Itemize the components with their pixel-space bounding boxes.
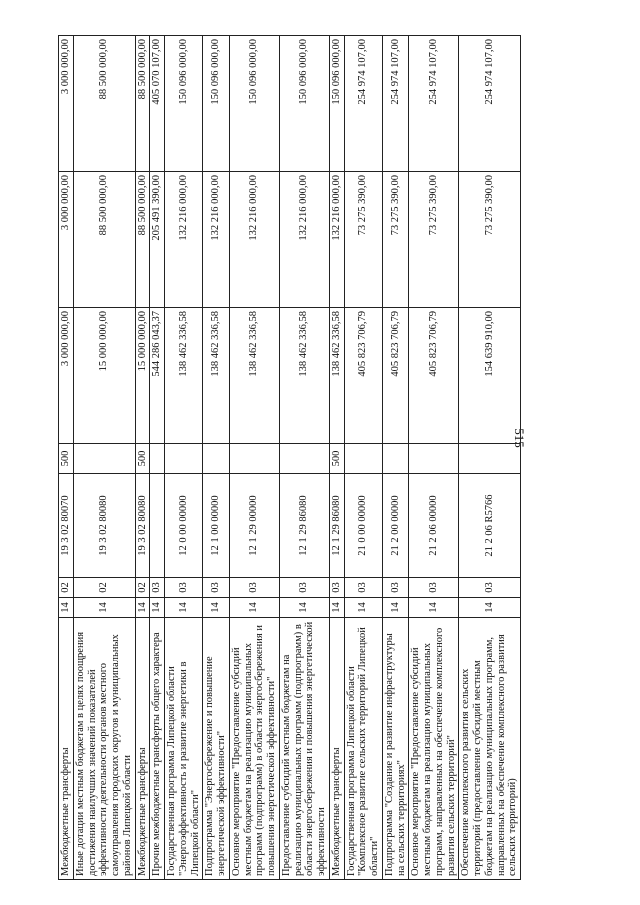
amount-year2-cell: 88 500 000,00 (73, 172, 135, 308)
name-cell: Прочие межбюджетные трансферты общего характера (150, 618, 165, 880)
gr-cell: 14 (150, 598, 165, 618)
cs-cell: 19 3 02 80070 (59, 474, 74, 578)
vr-cell (165, 444, 203, 474)
vr-cell: 500 (135, 444, 150, 474)
budget-table-body (59, 36, 521, 880)
pr-cell: 02 (59, 578, 74, 598)
cs-cell: 12 1 29 00000 (229, 474, 279, 578)
table-row (409, 36, 459, 880)
pr-cell: 02 (135, 578, 150, 598)
vr-cell (279, 444, 329, 474)
pr-cell: 03 (409, 578, 459, 598)
name-cell: Межбюджетные трансферты (59, 618, 74, 880)
vr-cell (229, 444, 279, 474)
table-row (135, 36, 150, 880)
amount-year1-cell: 138 462 336,58 (229, 308, 279, 444)
amount-year3-cell: 150 096 000,00 (203, 36, 230, 172)
name-cell: Основное мероприятие "Предоставление субсидий местным бюджетам на реализацию муниципальных программ (подпрограмм) в области энергосбережения и повышения энергетической эффективности" (229, 618, 279, 880)
amount-year3-cell: 254 974 107,00 (382, 36, 409, 172)
gr-cell: 14 (229, 598, 279, 618)
amount-year2-cell: 132 216 000,00 (279, 172, 329, 308)
amount-year2-cell: 205 491 390,00 (150, 172, 165, 308)
table-row (150, 36, 165, 880)
pr-cell: 03 (229, 578, 279, 598)
amount-year2-cell: 132 216 000,00 (165, 172, 203, 308)
cs-cell: 12 1 00 00000 (203, 474, 230, 578)
amount-year2-cell: 3 000 000,00 (59, 172, 74, 308)
amount-year2-cell: 73 275 390,00 (459, 172, 521, 308)
cs-cell: 21 2 06 00000 (409, 474, 459, 578)
gr-cell: 14 (279, 598, 329, 618)
cs-cell: 12 0 00 00000 (165, 474, 203, 578)
vr-cell (150, 444, 165, 474)
cs-cell: 19 3 02 80080 (135, 474, 150, 578)
cs-cell: 19 3 02 80080 (73, 474, 135, 578)
gr-cell: 14 (165, 598, 203, 618)
name-cell: Государственная программа Липецкой области "Комплексное развитие сельских территорий Липецкой области" (344, 618, 382, 880)
pr-cell: 03 (344, 578, 382, 598)
table-row (329, 36, 344, 880)
vr-cell (409, 444, 459, 474)
amount-year1-cell: 138 462 336,58 (329, 308, 344, 444)
amount-year3-cell: 88 500 000,00 (73, 36, 135, 172)
amount-year3-cell: 150 096 000,00 (279, 36, 329, 172)
name-cell: Основное мероприятие "Предоставление субсидий местным бюджетам на реализацию муниципальных программ, направленных на обеспечение комплексного развития сельских территорий" (409, 618, 459, 880)
amount-year1-cell: 405 823 706,79 (409, 308, 459, 444)
amount-year2-cell: 73 275 390,00 (382, 172, 409, 308)
vr-cell: 500 (59, 444, 74, 474)
vr-cell (344, 444, 382, 474)
gr-cell: 14 (203, 598, 230, 618)
amount-year3-cell: 88 500 000,00 (135, 36, 150, 172)
table-row (279, 36, 329, 880)
pr-cell: 03 (382, 578, 409, 598)
name-cell: Обеспечение комплексного развития сельских территорий (предоставление субсидий местным бюджетам на реализацию муниципальных программ, направленных на обеспечение комплексного развития сельских территорий) (459, 618, 521, 880)
table-row (73, 36, 135, 880)
pr-cell: 03 (165, 578, 203, 598)
amount-year1-cell: 15 000 000,00 (73, 308, 135, 444)
amount-year1-cell: 405 823 706,79 (344, 308, 382, 444)
cs-cell: 21 2 00 00000 (382, 474, 409, 578)
amount-year3-cell: 150 096 000,00 (165, 36, 203, 172)
pr-cell: 03 (329, 578, 344, 598)
gr-cell: 14 (329, 598, 344, 618)
amount-year2-cell: 132 216 000,00 (229, 172, 279, 308)
pr-cell: 03 (459, 578, 521, 598)
gr-cell: 14 (135, 598, 150, 618)
amount-year2-cell: 88 500 000,00 (135, 172, 150, 308)
table-row (59, 36, 74, 880)
gr-cell: 14 (59, 598, 74, 618)
table-row (459, 36, 521, 880)
name-cell: Иные дотации местным бюджетам в целях поощрения достижения наилучших значений показателей эффективности деятельности органов местного самоуправления городских округов и муниципальных районов Липецкой области (73, 618, 135, 880)
name-cell: Подпрограмма "Энергосбережение и повышение энергетической эффективности" (203, 618, 230, 880)
vr-cell (459, 444, 521, 474)
amount-year1-cell: 138 462 336,58 (165, 308, 203, 444)
table-row (165, 36, 203, 880)
amount-year2-cell: 73 275 390,00 (409, 172, 459, 308)
page-number: 515 (512, 428, 527, 448)
cs-cell: 12 1 29 86080 (279, 474, 329, 578)
vr-cell (73, 444, 135, 474)
name-cell: Межбюджетные трансферты (135, 618, 150, 880)
gr-cell: 14 (382, 598, 409, 618)
rotated-table-container (58, 35, 520, 880)
cs-cell: 21 0 00 00000 (344, 474, 382, 578)
amount-year3-cell: 254 974 107,00 (344, 36, 382, 172)
amount-year1-cell: 3 000 000,00 (59, 308, 74, 444)
pr-cell: 03 (279, 578, 329, 598)
amount-year1-cell: 15 000 000,00 (135, 308, 150, 444)
cs-cell: 21 2 06 R5766 (459, 474, 521, 578)
name-cell: Государственная программа Липецкой области "Энергоэффективность и развитие энергетики в Липецкой области" (165, 618, 203, 880)
amount-year3-cell: 3 000 000,00 (59, 36, 74, 172)
gr-cell: 14 (344, 598, 382, 618)
amount-year3-cell: 150 096 000,00 (229, 36, 279, 172)
amount-year1-cell: 154 639 910,00 (459, 308, 521, 444)
amount-year3-cell: 254 974 107,00 (409, 36, 459, 172)
vr-cell: 500 (329, 444, 344, 474)
gr-cell: 14 (409, 598, 459, 618)
cs-cell (150, 474, 165, 578)
pr-cell: 02 (73, 578, 135, 598)
table-row (229, 36, 279, 880)
amount-year1-cell: 405 823 706,79 (382, 308, 409, 444)
gr-cell: 14 (73, 598, 135, 618)
budget-table (58, 35, 521, 880)
pr-cell: 03 (203, 578, 230, 598)
amount-year3-cell: 254 974 107,00 (459, 36, 521, 172)
amount-year3-cell: 150 096 000,00 (329, 36, 344, 172)
name-cell: Подпрограмма "Создание и развитие инфраструктуры на сельских территориях" (382, 618, 409, 880)
table-row (382, 36, 409, 880)
pr-cell: 03 (150, 578, 165, 598)
vr-cell (203, 444, 230, 474)
cs-cell: 12 1 29 86080 (329, 474, 344, 578)
table-row (344, 36, 382, 880)
vr-cell (382, 444, 409, 474)
gr-cell: 14 (459, 598, 521, 618)
amount-year2-cell: 73 275 390,00 (344, 172, 382, 308)
name-cell: Предоставление субсидий местным бюджетам на реализацию муниципальных программ (подпрограмм) в области энергосбережения и повышения энергетической эффективности (279, 618, 329, 880)
amount-year1-cell: 138 462 336,58 (279, 308, 329, 444)
amount-year1-cell: 544 286 043,37 (150, 308, 165, 444)
amount-year2-cell: 132 216 000,00 (329, 172, 344, 308)
amount-year3-cell: 405 070 107,00 (150, 36, 165, 172)
amount-year2-cell: 132 216 000,00 (203, 172, 230, 308)
name-cell: Межбюджетные трансферты (329, 618, 344, 880)
table-row (203, 36, 230, 880)
amount-year1-cell: 138 462 336,58 (203, 308, 230, 444)
